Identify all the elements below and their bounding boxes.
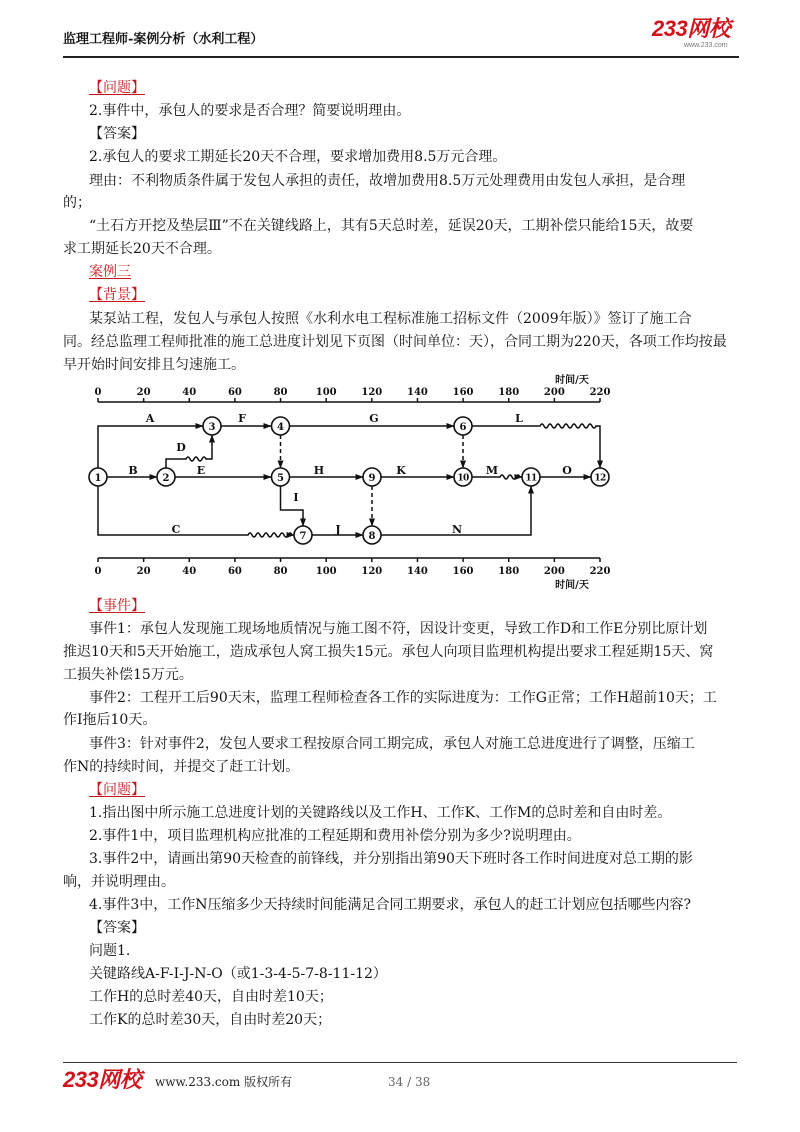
- answer-line: 关键路线A-F-I-J-N-O（或1-3-4-5-7-8-11-12）: [89, 966, 387, 982]
- activity-label-g: G: [369, 412, 379, 425]
- activity-label-f: F: [238, 412, 246, 425]
- activity-label-e: E: [196, 464, 206, 477]
- network-node-4: [272, 417, 290, 435]
- top-axis-tick-label: 180: [498, 387, 520, 398]
- answer-heading: 【答案】: [89, 126, 145, 142]
- answer-line: 工作K的总时差30天，自由时差20天；: [89, 1012, 332, 1028]
- background-heading: 【背景】: [89, 287, 145, 303]
- top-axis-tick-label: 40: [182, 387, 197, 398]
- answer-line: 问题1.: [89, 943, 131, 959]
- network-node-2: [157, 468, 175, 486]
- activity-label-h: H: [313, 464, 325, 477]
- activity-label-b: B: [128, 464, 138, 477]
- node-number: 3: [208, 422, 216, 433]
- node-number: 9: [368, 473, 376, 484]
- question-text: 2.事件中，承包人的要求是否合理？简要说明理由。: [89, 103, 411, 119]
- node-number: 7: [299, 531, 307, 542]
- header-title: 监理工程师-案例分析（水利工程）: [63, 32, 264, 47]
- activity-arrow-c: [98, 486, 294, 537]
- network-node-5: [272, 468, 290, 486]
- bottom-axis-label: 时间/天: [555, 580, 589, 591]
- bottom-axis-tick-label: 40: [182, 566, 197, 577]
- question-line: 3.事件2中，请画出第90天检查的前锋线，并分别指出第90天下班时各工作时间进度对总工期的影: [89, 851, 693, 867]
- event-line: 事件2：工程开工后90天末，监理工程师检查各工作的实际进度为：工作G正常；工作H超前10天；工: [89, 690, 717, 706]
- top-axis-ticks: [95, 387, 611, 402]
- top-axis-tick-label: 60: [227, 387, 242, 398]
- background-line: 早开始时间安排且匀速施工。: [63, 357, 245, 373]
- activity-label-i: I: [293, 491, 299, 504]
- node-number: 10: [457, 473, 469, 484]
- event-line: 事件3：针对事件2，发包人要求工程按原合同工期完成，承包人对施工总进度进行了调整，压缩工: [89, 736, 695, 752]
- bottom-axis-tick-label: 80: [273, 566, 288, 577]
- top-axis-tick-label: 120: [361, 387, 383, 398]
- activity-label-c: C: [171, 523, 181, 536]
- node-number: 4: [277, 422, 284, 433]
- activity-label-k: K: [396, 464, 406, 477]
- question-line: 4.事件3中，工作N压缩多少天持续时间能满足合同工期要求，承包人的赶工计划应包括哪些内容?: [89, 897, 692, 913]
- network-node-12: [591, 468, 609, 486]
- bottom-axis-tick-label: 20: [136, 566, 151, 577]
- bottom-axis-tick-label: 60: [227, 566, 242, 577]
- background-line: 某泵站工程，发包人与承包人按照《水利水电工程标准施工招标文件（2009年版）》签订了施工合: [89, 311, 692, 327]
- top-axis-label: 时间/天: [555, 375, 589, 386]
- question-line: 响，并说明理由。: [63, 874, 175, 890]
- bottom-axis-tick-label: 160: [452, 566, 474, 577]
- answer-line: “土石方开挖及垫层Ⅲ”不在关键线路上，其有5天总时差，延误20天，工期补偿只能给15天，故要: [89, 218, 694, 234]
- page-number: 34 / 38: [388, 1075, 431, 1089]
- bottom-axis-tick-label: 0: [94, 566, 102, 577]
- top-axis-tick-label: 0: [94, 387, 102, 398]
- answer-line: 理由：不利物质条件属于发包人承担的责任，故增加费用8.5万元处理费用由发包人承担，是合理: [89, 173, 686, 189]
- node-number: 5: [277, 473, 284, 484]
- answers-heading: 【答案】: [89, 920, 145, 936]
- footer-divider: [63, 1062, 737, 1063]
- header-logo[interactable]: 233网校: [652, 16, 731, 41]
- network-diagram: [0, 370, 800, 595]
- node-number: 8: [368, 531, 376, 542]
- bottom-axis-tick-label: 180: [498, 566, 520, 577]
- activity-label-m: M: [485, 464, 499, 477]
- node-number: 6: [459, 422, 467, 433]
- answer-line: 的；: [63, 195, 91, 211]
- bottom-axis-tick-label: 200: [543, 566, 565, 577]
- bottom-axis-tick-label: 120: [361, 566, 383, 577]
- activity-label-a: A: [145, 412, 155, 425]
- network-node-8: [363, 526, 381, 544]
- event-line: 作I拖后10天。: [63, 712, 157, 728]
- footer-logo[interactable]: 233网校: [63, 1067, 142, 1092]
- footer-copyright: www.233.com 版权所有: [155, 1075, 293, 1089]
- background-line: 同。经总监理工程师批准的施工总进度计划见下页图（时间单位：天），合同工期为220天，各项工作均按最: [63, 334, 727, 350]
- top-axis-tick-label: 100: [315, 387, 337, 398]
- node-number: 11: [525, 473, 537, 484]
- network-node-11: [522, 468, 540, 486]
- bottom-axis-tick-label: 220: [589, 566, 611, 577]
- activity-label-l: L: [515, 412, 523, 425]
- activity-label-d: D: [176, 441, 186, 454]
- event-line: 事件1：承包人发现施工现场地质情况与施工图不符，因设计变更，导致工作D和工作E分别比原计划: [89, 621, 708, 637]
- node-number: 1: [94, 473, 102, 484]
- event-line: 作N的持续时间，并提交了赶工计划。: [63, 759, 300, 775]
- top-axis-tick-label: 140: [407, 387, 428, 398]
- bottom-axis-tick-label: 140: [407, 566, 428, 577]
- network-node-3: [203, 417, 221, 435]
- question-heading: 【问题】: [89, 80, 145, 96]
- header-divider: [63, 56, 739, 58]
- activity-arrow-a: [98, 426, 203, 468]
- bottom-axis-ticks: [95, 558, 611, 577]
- questions-heading: 【问题】: [89, 782, 145, 798]
- activity-label-o: O: [562, 464, 572, 477]
- top-axis-tick-label: 220: [589, 387, 611, 398]
- header-logo-site[interactable]: www.233.com: [684, 42, 728, 49]
- node-number: 12: [594, 473, 606, 484]
- node-number: 2: [162, 473, 170, 484]
- network-node-1: [89, 468, 107, 486]
- network-node-10: [454, 468, 472, 486]
- question-line: 1.指出图中所示施工总进度计划的关键路线以及工作H、工作K、工作M的总时差和自由时差。: [89, 805, 672, 821]
- network-node-6: [454, 417, 472, 435]
- event-line: 工损失补偿15万元。: [63, 667, 193, 683]
- question-line: 2.事件1中，项目监理机构应批准的工程延期和费用补偿分别为多少?说明理由。: [89, 828, 581, 844]
- events-heading: 【事件】: [89, 598, 145, 614]
- case-title: 案例三: [89, 264, 131, 280]
- answer-line: 2.承包人的要求工期延长20天不合理，要求增加费用8.5万元合理。: [89, 149, 507, 165]
- answer-line: 求工期延长20天不合理。: [63, 241, 221, 257]
- network-node-9: [363, 468, 381, 486]
- top-axis-tick-label: 160: [452, 387, 474, 398]
- answer-line: 工作H的总时差40天，自由时差10天；: [89, 989, 333, 1005]
- top-axis-tick-label: 80: [273, 387, 288, 398]
- bottom-axis-tick-label: 100: [315, 566, 337, 577]
- activity-label-j: J: [335, 523, 341, 536]
- activity-arrow-l: [472, 424, 600, 468]
- event-line: 推迟10天和5天开始施工，造成承包人窝工损失15元。承包人向项目监理机构提出要求工程延期15天、窝: [63, 644, 714, 660]
- activity-arrow-i: [281, 486, 304, 526]
- network-node-7: [294, 526, 312, 544]
- activity-label-n: N: [451, 523, 463, 536]
- top-axis-tick-label: 200: [543, 387, 565, 398]
- top-axis-tick-label: 20: [136, 387, 151, 398]
